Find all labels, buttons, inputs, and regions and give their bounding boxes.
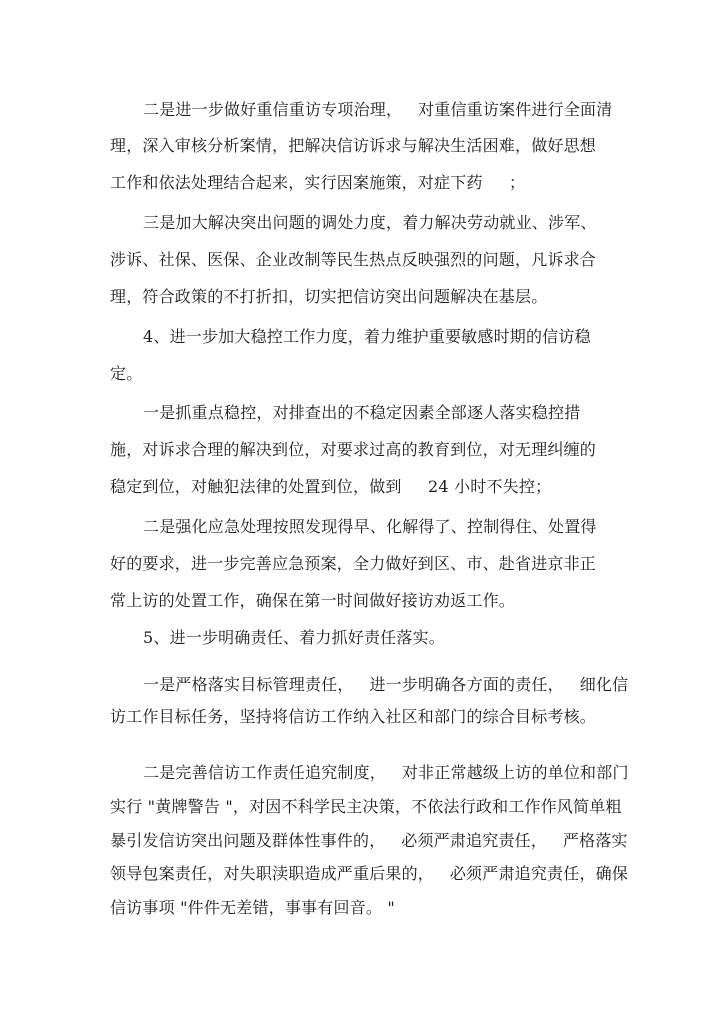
section-heading: 4、进一步加大稳控工作力度，着力维护重要敏感时期的信访稳 — [143, 327, 591, 346]
paragraph-line: 信访事项 "件件无差错，事事有回音。 " — [110, 898, 395, 917]
paragraph-line: 二是进一步做好重信重访专项治理， 对重信重访案件进行全面清 — [143, 100, 613, 119]
paragraph-line: 一是抓重点稳控，对排查出的不稳定因素全部逐人落实稳控措 — [143, 403, 581, 422]
paragraph-line: 二是强化应急处理按照发现得早、化解得了、控制得住、处置得 — [143, 517, 597, 536]
paragraph-line: 涉诉、社保、医保、企业改制等民生热点反映强烈的问题，凡诉求合 — [110, 250, 597, 269]
paragraph-line: 二是完善信访工作责任追究制度， 对非正常越级上访的单位和部门 — [143, 763, 629, 782]
paragraph-line: 稳定到位，对触犯法律的处置到位，做到 24 小时不失控； — [110, 477, 552, 496]
paragraph-line: 领导包案责任，对失职渎职造成严重后果的， 必须严肃追究责任，确保 — [110, 864, 629, 883]
paragraph-line: 访工作目标任务，坚持将信访工作纳入社区和部门的综合目标考核。 — [110, 707, 597, 726]
paragraph-line: 暴引发信访突出问题及群体性事件的， 必须严肃追究责任， 严格落实 — [110, 831, 628, 850]
section-heading: 5、进一步明确责任、着力抓好责任落实。 — [143, 628, 445, 647]
paragraph-line: 施，对诉求合理的解决到位，对要求过高的教育到位，对无理纠缠的 — [110, 440, 597, 459]
paragraph-line: 理，深入审核分析案情，把解决信访诉求与解决生活困难，做好思想 — [110, 136, 597, 155]
paragraph-line: 实行 "黄牌警告 "，对因不科学民主决策，不依法行政和工作作风简单粗 — [110, 797, 622, 816]
paragraph-line: 理，符合政策的不打折扣，切实把信访突出问题解决在基层。 — [110, 287, 548, 306]
paragraph-line: 常上访的处置工作，确保在第一时间做好接访劝返工作。 — [110, 591, 516, 610]
section-heading: 定。 — [110, 364, 143, 383]
paragraph-line: 一是严格落实目标管理责任， 进一步明确各方面的责任， 细化信 — [143, 675, 629, 694]
paragraph-line: 好的要求，进一步完善应急预案，全力做好到区、市、赴省进京非正 — [110, 554, 597, 573]
paragraph-line: 三是加大解决突出问题的调处力度，着力解决劳动就业、涉军、 — [143, 213, 597, 232]
paragraph-line: 工作和依法处理结合起来，实行因案施策，对症下药 ； — [110, 173, 526, 192]
